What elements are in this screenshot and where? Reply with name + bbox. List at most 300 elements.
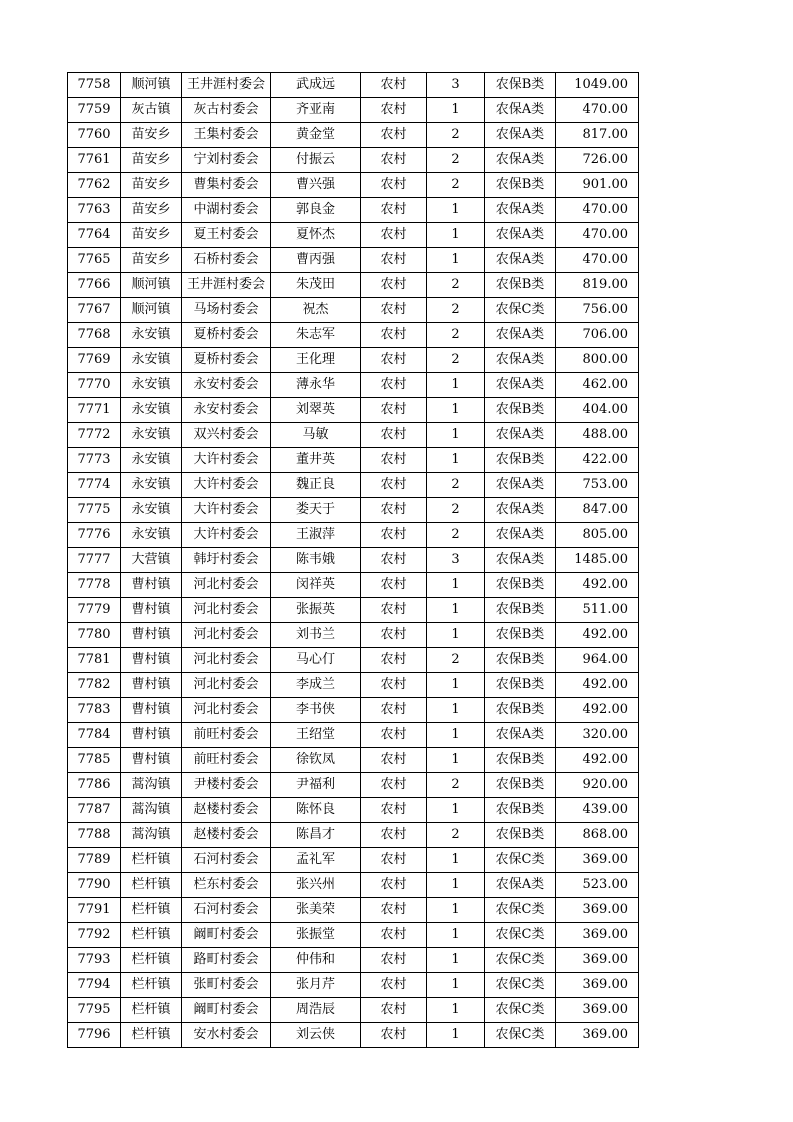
row-number-cell: 7776	[68, 523, 121, 548]
insurance-category-cell: 农保C类	[485, 298, 556, 323]
household-type-cell: 农村	[361, 1023, 427, 1048]
insurance-category-cell: 农保A类	[485, 548, 556, 573]
town-cell: 栏杆镇	[121, 973, 182, 998]
village-committee-cell: 河北村委会	[182, 698, 271, 723]
amount-cell: 320.00	[556, 723, 639, 748]
name-cell: 马心仃	[271, 648, 361, 673]
village-committee-cell: 石桥村委会	[182, 248, 271, 273]
household-type-cell: 农村	[361, 773, 427, 798]
table-row	[68, 573, 639, 598]
amount-cell: 369.00	[556, 923, 639, 948]
name-cell: 曹丙强	[271, 248, 361, 273]
table-row	[68, 623, 639, 648]
amount-cell: 369.00	[556, 1023, 639, 1048]
table-row	[68, 448, 639, 473]
table-row	[68, 198, 639, 223]
member-count-cell: 1	[427, 573, 485, 598]
table-row	[68, 498, 639, 523]
amount-cell: 439.00	[556, 798, 639, 823]
household-type-cell: 农村	[361, 648, 427, 673]
table-row	[68, 98, 639, 123]
amount-cell: 819.00	[556, 273, 639, 298]
village-committee-cell: 灰古村委会	[182, 98, 271, 123]
amount-cell: 369.00	[556, 848, 639, 873]
amount-cell: 369.00	[556, 948, 639, 973]
name-cell: 王绍堂	[271, 723, 361, 748]
table-row	[68, 673, 639, 698]
name-cell: 仲伟和	[271, 948, 361, 973]
village-committee-cell: 栏东村委会	[182, 873, 271, 898]
town-cell: 栏杆镇	[121, 998, 182, 1023]
row-number-cell: 7765	[68, 248, 121, 273]
row-number-cell: 7788	[68, 823, 121, 848]
amount-cell: 847.00	[556, 498, 639, 523]
town-cell: 曹村镇	[121, 673, 182, 698]
name-cell: 孟礼军	[271, 848, 361, 873]
town-cell: 永安镇	[121, 373, 182, 398]
member-count-cell: 2	[427, 148, 485, 173]
village-committee-cell: 张町村委会	[182, 973, 271, 998]
table-row	[68, 798, 639, 823]
row-number-cell: 7764	[68, 223, 121, 248]
name-cell: 刘书兰	[271, 623, 361, 648]
town-cell: 苗安乡	[121, 198, 182, 223]
member-count-cell: 1	[427, 748, 485, 773]
row-number-cell: 7769	[68, 348, 121, 373]
member-count-cell: 1	[427, 623, 485, 648]
household-type-cell: 农村	[361, 398, 427, 423]
village-committee-cell: 阚町村委会	[182, 998, 271, 1023]
name-cell: 董井英	[271, 448, 361, 473]
insurance-category-cell: 农保B类	[485, 648, 556, 673]
member-count-cell: 2	[427, 173, 485, 198]
name-cell: 陈韦娥	[271, 548, 361, 573]
amount-cell: 462.00	[556, 373, 639, 398]
table-row	[68, 348, 639, 373]
table-row	[68, 973, 639, 998]
table-row	[68, 298, 639, 323]
village-committee-cell: 永安村委会	[182, 373, 271, 398]
name-cell: 付振云	[271, 148, 361, 173]
member-count-cell: 1	[427, 723, 485, 748]
household-type-cell: 农村	[361, 923, 427, 948]
household-type-cell: 农村	[361, 598, 427, 623]
row-number-cell: 7783	[68, 698, 121, 723]
village-committee-cell: 宁刘村委会	[182, 148, 271, 173]
row-number-cell: 7762	[68, 173, 121, 198]
row-number-cell: 7786	[68, 773, 121, 798]
town-cell: 曹村镇	[121, 623, 182, 648]
village-committee-cell: 石河村委会	[182, 898, 271, 923]
row-number-cell: 7785	[68, 748, 121, 773]
household-type-cell: 农村	[361, 498, 427, 523]
table-row	[68, 773, 639, 798]
town-cell: 大营镇	[121, 548, 182, 573]
name-cell: 夏怀杰	[271, 223, 361, 248]
row-number-cell: 7787	[68, 798, 121, 823]
member-count-cell: 1	[427, 98, 485, 123]
village-committee-cell: 前旺村委会	[182, 748, 271, 773]
name-cell: 张美荣	[271, 898, 361, 923]
town-cell: 顺河镇	[121, 73, 182, 98]
insurance-category-cell: 农保A类	[485, 198, 556, 223]
town-cell: 苗安乡	[121, 248, 182, 273]
village-committee-cell: 大许村委会	[182, 473, 271, 498]
insurance-category-cell: 农保B类	[485, 623, 556, 648]
name-cell: 刘云侠	[271, 1023, 361, 1048]
row-number-cell: 7790	[68, 873, 121, 898]
insurance-category-cell: 农保A类	[485, 373, 556, 398]
table-row	[68, 323, 639, 348]
town-cell: 栏杆镇	[121, 848, 182, 873]
town-cell: 蒿沟镇	[121, 773, 182, 798]
town-cell: 曹村镇	[121, 698, 182, 723]
name-cell: 尹福利	[271, 773, 361, 798]
household-type-cell: 农村	[361, 98, 427, 123]
town-cell: 永安镇	[121, 348, 182, 373]
town-cell: 曹村镇	[121, 598, 182, 623]
household-type-cell: 农村	[361, 73, 427, 98]
member-count-cell: 1	[427, 848, 485, 873]
table-row	[68, 273, 639, 298]
table-row	[68, 123, 639, 148]
village-committee-cell: 王集村委会	[182, 123, 271, 148]
name-cell: 郭良金	[271, 198, 361, 223]
table-row	[68, 423, 639, 448]
row-number-cell: 7768	[68, 323, 121, 348]
amount-cell: 706.00	[556, 323, 639, 348]
amount-cell: 901.00	[556, 173, 639, 198]
member-count-cell: 1	[427, 373, 485, 398]
village-committee-cell: 王井涯村委会	[182, 273, 271, 298]
amount-cell: 964.00	[556, 648, 639, 673]
table-row	[68, 873, 639, 898]
insurance-category-cell: 农保A类	[485, 723, 556, 748]
household-type-cell: 农村	[361, 823, 427, 848]
name-cell: 周浩辰	[271, 998, 361, 1023]
village-committee-cell: 大许村委会	[182, 498, 271, 523]
insurance-category-cell: 农保A类	[485, 498, 556, 523]
member-count-cell: 2	[427, 823, 485, 848]
town-cell: 顺河镇	[121, 273, 182, 298]
household-type-cell: 农村	[361, 223, 427, 248]
village-committee-cell: 永安村委会	[182, 398, 271, 423]
insurance-category-cell: 农保A类	[485, 98, 556, 123]
village-committee-cell: 赵楼村委会	[182, 823, 271, 848]
village-committee-cell: 河北村委会	[182, 623, 271, 648]
row-number-cell: 7784	[68, 723, 121, 748]
name-cell: 陈昌才	[271, 823, 361, 848]
insurance-category-cell: 农保B类	[485, 698, 556, 723]
roster-table	[67, 72, 639, 1048]
insurance-category-cell: 农保B类	[485, 273, 556, 298]
town-cell: 蒿沟镇	[121, 798, 182, 823]
insurance-category-cell: 农保B类	[485, 798, 556, 823]
insurance-category-cell: 农保A类	[485, 473, 556, 498]
village-committee-cell: 大许村委会	[182, 448, 271, 473]
amount-cell: 756.00	[556, 298, 639, 323]
town-cell: 永安镇	[121, 423, 182, 448]
insurance-category-cell: 农保A类	[485, 348, 556, 373]
member-count-cell: 2	[427, 648, 485, 673]
household-type-cell: 农村	[361, 173, 427, 198]
household-type-cell: 农村	[361, 273, 427, 298]
table-row	[68, 648, 639, 673]
amount-cell: 404.00	[556, 398, 639, 423]
member-count-cell: 2	[427, 473, 485, 498]
name-cell: 曹兴强	[271, 173, 361, 198]
member-count-cell: 1	[427, 598, 485, 623]
household-type-cell: 农村	[361, 798, 427, 823]
insurance-category-cell: 农保A类	[485, 223, 556, 248]
household-type-cell: 农村	[361, 248, 427, 273]
town-cell: 栏杆镇	[121, 923, 182, 948]
village-committee-cell: 前旺村委会	[182, 723, 271, 748]
row-number-cell: 7791	[68, 898, 121, 923]
table-row	[68, 373, 639, 398]
amount-cell: 470.00	[556, 98, 639, 123]
town-cell: 永安镇	[121, 398, 182, 423]
insurance-category-cell: 农保A类	[485, 123, 556, 148]
town-cell: 苗安乡	[121, 223, 182, 248]
name-cell: 马敏	[271, 423, 361, 448]
amount-cell: 511.00	[556, 598, 639, 623]
village-committee-cell: 尹楼村委会	[182, 773, 271, 798]
town-cell: 灰古镇	[121, 98, 182, 123]
member-count-cell: 2	[427, 298, 485, 323]
member-count-cell: 2	[427, 273, 485, 298]
member-count-cell: 1	[427, 1023, 485, 1048]
amount-cell: 369.00	[556, 898, 639, 923]
row-number-cell: 7795	[68, 998, 121, 1023]
insurance-category-cell: 农保C类	[485, 973, 556, 998]
insurance-category-cell: 农保C类	[485, 898, 556, 923]
member-count-cell: 1	[427, 673, 485, 698]
village-committee-cell: 中湖村委会	[182, 198, 271, 223]
insurance-category-cell: 农保C类	[485, 998, 556, 1023]
row-number-cell: 7792	[68, 923, 121, 948]
member-count-cell: 1	[427, 448, 485, 473]
table-row	[68, 698, 639, 723]
amount-cell: 800.00	[556, 348, 639, 373]
table-row	[68, 148, 639, 173]
table-row	[68, 473, 639, 498]
village-committee-cell: 安水村委会	[182, 1023, 271, 1048]
name-cell: 朱茂田	[271, 273, 361, 298]
amount-cell: 470.00	[556, 198, 639, 223]
row-number-cell: 7761	[68, 148, 121, 173]
member-count-cell: 2	[427, 348, 485, 373]
name-cell: 李书侠	[271, 698, 361, 723]
name-cell: 张月芹	[271, 973, 361, 998]
village-committee-cell: 夏桥村委会	[182, 323, 271, 348]
member-count-cell: 1	[427, 898, 485, 923]
village-committee-cell: 曹集村委会	[182, 173, 271, 198]
member-count-cell: 1	[427, 948, 485, 973]
amount-cell: 753.00	[556, 473, 639, 498]
member-count-cell: 2	[427, 123, 485, 148]
table-row	[68, 598, 639, 623]
member-count-cell: 1	[427, 973, 485, 998]
name-cell: 朱志军	[271, 323, 361, 348]
name-cell: 陈怀良	[271, 798, 361, 823]
amount-cell: 817.00	[556, 123, 639, 148]
amount-cell: 726.00	[556, 148, 639, 173]
town-cell: 栏杆镇	[121, 873, 182, 898]
member-count-cell: 1	[427, 398, 485, 423]
household-type-cell: 农村	[361, 898, 427, 923]
insurance-category-cell: 农保B类	[485, 773, 556, 798]
household-type-cell: 农村	[361, 348, 427, 373]
household-type-cell: 农村	[361, 623, 427, 648]
member-count-cell: 1	[427, 698, 485, 723]
member-count-cell: 1	[427, 873, 485, 898]
row-number-cell: 7775	[68, 498, 121, 523]
roster-body	[68, 73, 639, 1048]
member-count-cell: 1	[427, 223, 485, 248]
table-row	[68, 248, 639, 273]
table-row	[68, 723, 639, 748]
table-row	[68, 1023, 639, 1048]
town-cell: 曹村镇	[121, 748, 182, 773]
name-cell: 魏正良	[271, 473, 361, 498]
name-cell: 徐钦凤	[271, 748, 361, 773]
household-type-cell: 农村	[361, 973, 427, 998]
row-number-cell: 7771	[68, 398, 121, 423]
table-row	[68, 923, 639, 948]
amount-cell: 492.00	[556, 573, 639, 598]
town-cell: 永安镇	[121, 323, 182, 348]
amount-cell: 492.00	[556, 748, 639, 773]
amount-cell: 523.00	[556, 873, 639, 898]
member-count-cell: 3	[427, 548, 485, 573]
row-number-cell: 7770	[68, 373, 121, 398]
household-type-cell: 农村	[361, 698, 427, 723]
table-row	[68, 848, 639, 873]
insurance-category-cell: 农保A类	[485, 323, 556, 348]
row-number-cell: 7778	[68, 573, 121, 598]
table-row	[68, 948, 639, 973]
town-cell: 苗安乡	[121, 173, 182, 198]
household-type-cell: 农村	[361, 548, 427, 573]
row-number-cell: 7766	[68, 273, 121, 298]
town-cell: 蒿沟镇	[121, 823, 182, 848]
village-committee-cell: 路町村委会	[182, 948, 271, 973]
member-count-cell: 1	[427, 998, 485, 1023]
row-number-cell: 7774	[68, 473, 121, 498]
insurance-category-cell: 农保B类	[485, 673, 556, 698]
table-row	[68, 398, 639, 423]
town-cell: 永安镇	[121, 448, 182, 473]
amount-cell: 1049.00	[556, 73, 639, 98]
amount-cell: 369.00	[556, 998, 639, 1023]
household-type-cell: 农村	[361, 298, 427, 323]
insurance-category-cell: 农保B类	[485, 748, 556, 773]
insurance-category-cell: 农保B类	[485, 823, 556, 848]
insurance-category-cell: 农保A类	[485, 423, 556, 448]
town-cell: 曹村镇	[121, 723, 182, 748]
table-row	[68, 223, 639, 248]
amount-cell: 805.00	[556, 523, 639, 548]
household-type-cell: 农村	[361, 748, 427, 773]
name-cell: 祝杰	[271, 298, 361, 323]
town-cell: 曹村镇	[121, 573, 182, 598]
household-type-cell: 农村	[361, 723, 427, 748]
amount-cell: 422.00	[556, 448, 639, 473]
town-cell: 栏杆镇	[121, 1023, 182, 1048]
name-cell: 刘翠英	[271, 398, 361, 423]
row-number-cell: 7796	[68, 1023, 121, 1048]
town-cell: 栏杆镇	[121, 898, 182, 923]
name-cell: 张振英	[271, 598, 361, 623]
name-cell: 李成兰	[271, 673, 361, 698]
household-type-cell: 农村	[361, 523, 427, 548]
table-row	[68, 998, 639, 1023]
village-committee-cell: 石河村委会	[182, 848, 271, 873]
household-type-cell: 农村	[361, 123, 427, 148]
village-committee-cell: 大许村委会	[182, 523, 271, 548]
insurance-category-cell: 农保C类	[485, 848, 556, 873]
member-count-cell: 2	[427, 498, 485, 523]
insurance-category-cell: 农保B类	[485, 173, 556, 198]
member-count-cell: 1	[427, 923, 485, 948]
member-count-cell: 2	[427, 773, 485, 798]
insurance-category-cell: 农保C类	[485, 1023, 556, 1048]
village-committee-cell: 夏桥村委会	[182, 348, 271, 373]
member-count-cell: 1	[427, 248, 485, 273]
amount-cell: 470.00	[556, 223, 639, 248]
amount-cell: 492.00	[556, 698, 639, 723]
row-number-cell: 7777	[68, 548, 121, 573]
row-number-cell: 7781	[68, 648, 121, 673]
row-number-cell: 7760	[68, 123, 121, 148]
member-count-cell: 1	[427, 798, 485, 823]
insurance-category-cell: 农保A类	[485, 248, 556, 273]
village-committee-cell: 河北村委会	[182, 598, 271, 623]
amount-cell: 492.00	[556, 623, 639, 648]
member-count-cell: 2	[427, 523, 485, 548]
insurance-category-cell: 农保B类	[485, 73, 556, 98]
name-cell: 薄永华	[271, 373, 361, 398]
village-committee-cell: 韩圩村委会	[182, 548, 271, 573]
insurance-category-cell: 农保A类	[485, 523, 556, 548]
household-type-cell: 农村	[361, 873, 427, 898]
insurance-category-cell: 农保B类	[485, 448, 556, 473]
town-cell: 永安镇	[121, 498, 182, 523]
table-row	[68, 523, 639, 548]
household-type-cell: 农村	[361, 573, 427, 598]
village-committee-cell: 夏王村委会	[182, 223, 271, 248]
insurance-category-cell: 农保B类	[485, 598, 556, 623]
name-cell: 张振堂	[271, 923, 361, 948]
town-cell: 苗安乡	[121, 148, 182, 173]
table-row	[68, 898, 639, 923]
member-count-cell: 1	[427, 423, 485, 448]
village-committee-cell: 马场村委会	[182, 298, 271, 323]
row-number-cell: 7780	[68, 623, 121, 648]
table-row	[68, 73, 639, 98]
name-cell: 王化理	[271, 348, 361, 373]
member-count-cell: 3	[427, 73, 485, 98]
amount-cell: 1485.00	[556, 548, 639, 573]
insurance-category-cell: 农保A类	[485, 148, 556, 173]
town-cell: 曹村镇	[121, 648, 182, 673]
row-number-cell: 7782	[68, 673, 121, 698]
name-cell: 王淑萍	[271, 523, 361, 548]
name-cell: 武成远	[271, 73, 361, 98]
amount-cell: 488.00	[556, 423, 639, 448]
household-type-cell: 农村	[361, 323, 427, 348]
